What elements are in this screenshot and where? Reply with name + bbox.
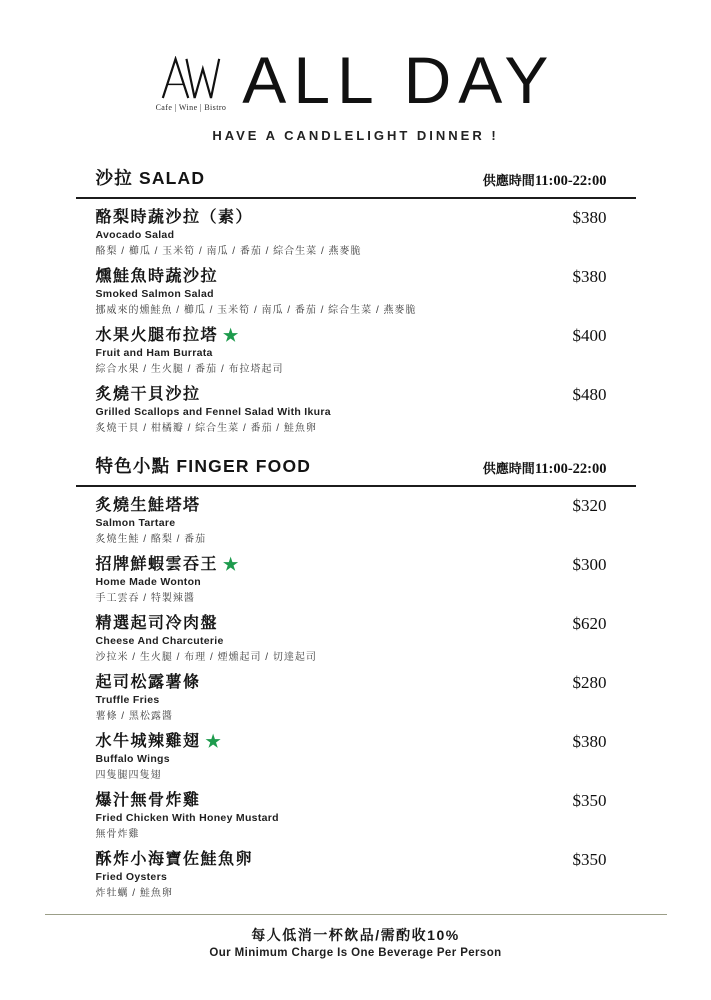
- hours-label: 供應時間: [482, 461, 535, 476]
- menu-item: [76, 555, 636, 605]
- item-name-en: Smoked Salmon Salad: [95, 288, 214, 300]
- item-description: 炙燒干貝 / 柑橘瓣 / 綜合生菜 / 番茄 / 鮭魚卵: [95, 423, 317, 434]
- item-description: 薯條 / 黑松露醬: [95, 711, 173, 722]
- item-description: 無骨炸雞: [95, 829, 140, 840]
- logo-tagline: Cafe | Wine | Bistro: [155, 103, 227, 112]
- item-price: $320: [572, 496, 607, 515]
- item-name-en: Fried Oysters: [95, 871, 168, 883]
- item-description: 挪威來的燻鮭魚 / 櫛瓜 / 玉米筍 / 南瓜 / 番茄 / 綜合生菜 / 燕麥脆: [95, 305, 417, 316]
- item-name: 酥炸小海寶佐鮭魚卵: [95, 851, 254, 868]
- menu-item: [76, 673, 636, 723]
- aw-monogram-icon: [161, 56, 221, 100]
- item-price: $300: [572, 555, 607, 574]
- item-description: 綜合水果 / 生火腿 / 番茄 / 布拉塔起司: [95, 364, 284, 375]
- item-price: $380: [572, 208, 607, 227]
- menu-item: [76, 614, 636, 664]
- item-price: $350: [572, 850, 607, 869]
- menu-subtitle: HAVE A CANDLELIGHT DINNER !: [212, 128, 499, 143]
- item-name-en: Avocado Salad: [95, 229, 175, 241]
- hours-time: 11:00-22:00: [534, 173, 607, 189]
- brand-title: ALL DAY: [242, 43, 556, 117]
- aw-logo: [156, 56, 227, 116]
- section-hours: [483, 170, 607, 190]
- item-price: $350: [572, 791, 607, 810]
- minimum-charge-zh: 每人低消一杯飲品/需酌收10%: [251, 927, 460, 943]
- menu-item: [76, 267, 636, 317]
- item-name: 精選起司冷肉盤: [95, 615, 219, 632]
- item-name-en: Cheese And Charcuterie: [95, 635, 224, 647]
- section-salad-header: [76, 165, 636, 199]
- signature-star-icon: ★: [223, 326, 240, 345]
- menu-item: [76, 850, 636, 900]
- signature-star-icon: ★: [223, 555, 240, 574]
- item-description: 炸牡蠣 / 鮭魚卵: [95, 888, 173, 899]
- item-description: 四隻腿四隻翅: [95, 770, 162, 781]
- menu-header: [0, 0, 711, 143]
- hours-label: 供應時間: [482, 173, 535, 188]
- menu-item: [76, 385, 636, 435]
- item-name: 水果火腿布拉塔 ★: [95, 326, 240, 345]
- section-title: 特色小點 FINGER FOOD: [95, 456, 312, 476]
- logo-row: [0, 44, 711, 116]
- item-price: $380: [572, 732, 607, 751]
- item-name-en: Fruit and Ham Burrata: [95, 347, 213, 359]
- section-hours: [483, 458, 607, 478]
- item-description: 炙燒生鮭 / 酪梨 / 番茄: [95, 534, 207, 545]
- menu-footer: [0, 914, 711, 959]
- section-finger-food-header: [76, 453, 636, 487]
- item-price: $620: [572, 614, 607, 633]
- item-price: $280: [572, 673, 607, 692]
- item-name-en: Fried Chicken With Honey Mustard: [95, 812, 279, 824]
- item-name: 招牌鮮蝦雲吞王 ★: [95, 555, 240, 574]
- item-name: 起司松露薯條: [95, 674, 201, 691]
- item-name: 酪梨時蔬沙拉（素）: [95, 209, 254, 226]
- item-name-en: Buffalo Wings: [95, 753, 170, 765]
- item-name: 炙燒干貝沙拉: [95, 386, 201, 403]
- item-name: 炙燒生鮭塔塔: [95, 497, 201, 514]
- signature-star-icon: ★: [205, 732, 223, 751]
- item-description: 沙拉米 / 生火腿 / 布理 / 煙燻起司 / 切達起司: [95, 652, 317, 663]
- section-title: 沙拉 SALAD: [95, 168, 206, 188]
- item-name: 水牛城辣雞翅 ★: [95, 732, 223, 751]
- menu-item: [76, 208, 636, 258]
- item-price: $480: [572, 385, 607, 404]
- section-finger-food: [76, 453, 636, 900]
- menu-item: [76, 732, 636, 782]
- menu-item: [76, 496, 636, 546]
- item-name-en: Home Made Wonton: [95, 576, 202, 588]
- section-salad: [76, 165, 636, 435]
- item-description: 手工雲吞 / 特製辣醬: [95, 593, 195, 604]
- footer-divider: [45, 914, 667, 915]
- item-name-en: Grilled Scallops and Fennel Salad With Ikura: [95, 406, 331, 418]
- item-name-en: Truffle Fries: [95, 694, 160, 706]
- item-description: 酪梨 / 櫛瓜 / 玉米筍 / 南瓜 / 番茄 / 綜合生菜 / 燕麥脆: [95, 246, 362, 257]
- menu-body: [76, 165, 636, 900]
- item-name: 爆汁無骨炸雞: [95, 792, 201, 809]
- item-name-en: Salmon Tartare: [95, 517, 176, 529]
- minimum-charge-en: Our Minimum Charge Is One Beverage Per Person: [209, 947, 502, 959]
- menu-item: [76, 791, 636, 841]
- menu-item: [76, 326, 636, 376]
- item-name: 燻鮭魚時蔬沙拉: [95, 268, 219, 285]
- item-price: $380: [572, 267, 607, 286]
- hours-time: 11:00-22:00: [534, 461, 607, 477]
- item-price: $400: [572, 326, 607, 345]
